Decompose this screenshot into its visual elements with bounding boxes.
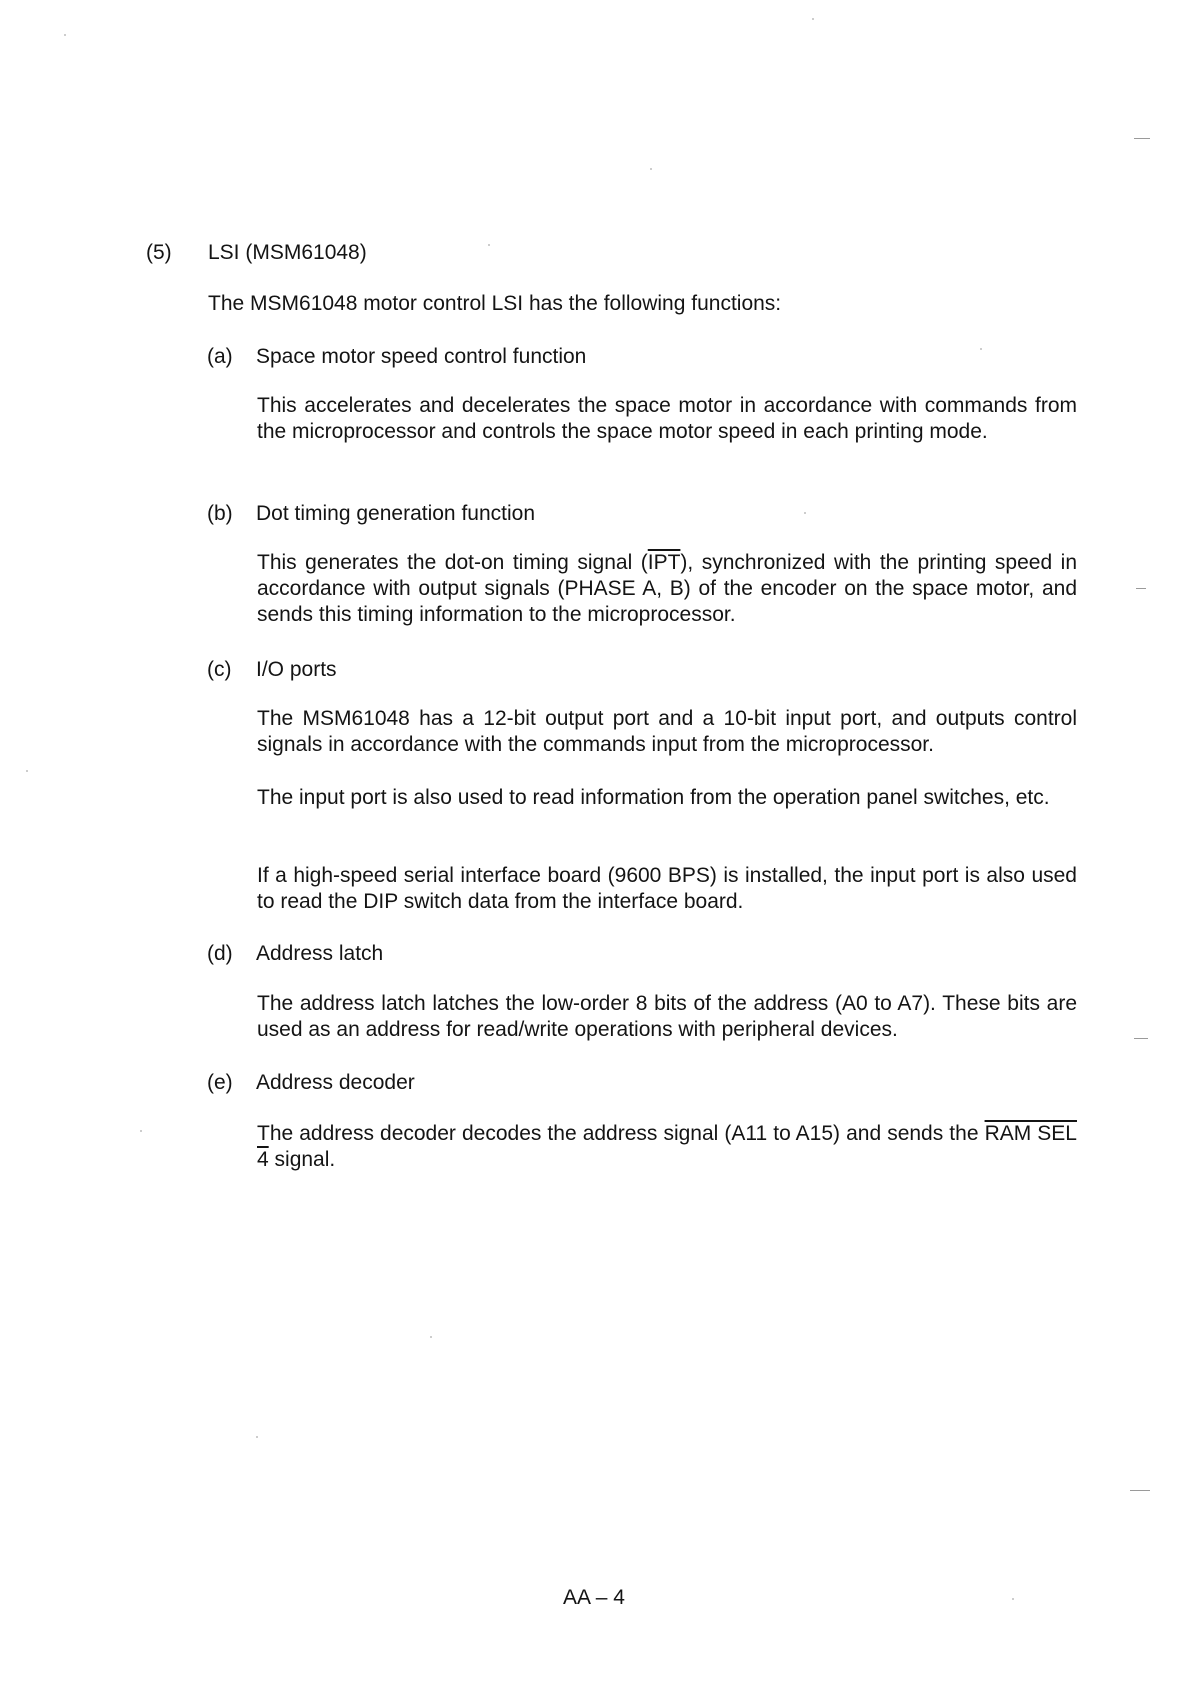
item-b-body — [257, 550, 1077, 628]
item-a-body: This accelerates and decelerates the space motor in accordance with commands from the microprocessor and controls the space motor speed in each printing mode. — [257, 394, 1077, 443]
item-c-body3: If a high-speed serial interface board (9600 BPS) is installed, the input port is also used to read the DIP switch data from the interface board. — [257, 864, 1077, 913]
item-e-body-after: signal. — [268, 1148, 336, 1171]
item-b-label: (b) — [207, 502, 233, 525]
scan-mark — [1136, 588, 1146, 589]
scan-mark — [1134, 1038, 1148, 1039]
scan-speck — [804, 512, 806, 514]
item-d-label: (d) — [207, 942, 233, 965]
item-e-title: Address decoder — [256, 1071, 415, 1094]
scan-speck — [64, 34, 66, 36]
scan-speck — [26, 770, 28, 772]
page-number: AA – 4 — [563, 1586, 625, 1609]
scan-speck — [430, 1336, 432, 1338]
item-d-body: The address latch latches the low-order 8 bits of the address (A0 to A7). These bits are used as an address for read/write operations with peripheral devices. — [257, 992, 1077, 1041]
scan-mark — [1130, 1490, 1150, 1491]
scan-speck — [1012, 1598, 1014, 1600]
item-e-label: (e) — [207, 1071, 233, 1094]
section-title: LSI (MSM61048) — [208, 241, 367, 264]
ram-sel-signal-overline: RAM SEL 4 — [257, 1122, 1077, 1171]
item-a-title: Space motor speed control function — [256, 345, 587, 368]
item-a-label: (a) — [207, 345, 233, 368]
scan-speck — [488, 244, 490, 246]
scan-speck — [650, 168, 652, 170]
item-d-title: Address latch — [256, 942, 384, 965]
item-c-body2: The input port is also used to read information from the operation panel switches, etc. — [257, 786, 1050, 809]
section-intro: The MSM61048 motor control LSI has the following functions: — [208, 292, 782, 315]
scan-mark — [1134, 138, 1150, 139]
ipt-signal-overline: $\overline{IPT}$ — [647, 551, 681, 574]
scan-speck — [256, 1436, 258, 1438]
item-b-body-before: This generates the dot-on timing signal ( — [257, 551, 648, 574]
scan-speck — [812, 18, 814, 20]
item-b-body-after: ), synchronized with the printing speed in accordance with output signals (PHASE A, B) of the encoder on the space motor, and sends this timing information to the microprocessor. — [257, 551, 1078, 626]
item-c-label: (c) — [207, 658, 232, 681]
item-c-body: The MSM61048 has a 12-bit output port and a 10-bit input port, and outputs control signals in accordance with the commands input from the microprocessor. — [257, 707, 1077, 756]
item-e-body-before: The address decoder decodes the address signal (A11 to A15) and sends the — [257, 1122, 985, 1145]
scan-speck — [980, 348, 982, 350]
item-b-title: Dot timing generation function — [256, 502, 535, 525]
item-e-body — [257, 1121, 1077, 1173]
scan-speck — [140, 1130, 142, 1132]
item-c-title: I/O ports — [256, 658, 337, 681]
section-number: (5) — [146, 241, 172, 264]
